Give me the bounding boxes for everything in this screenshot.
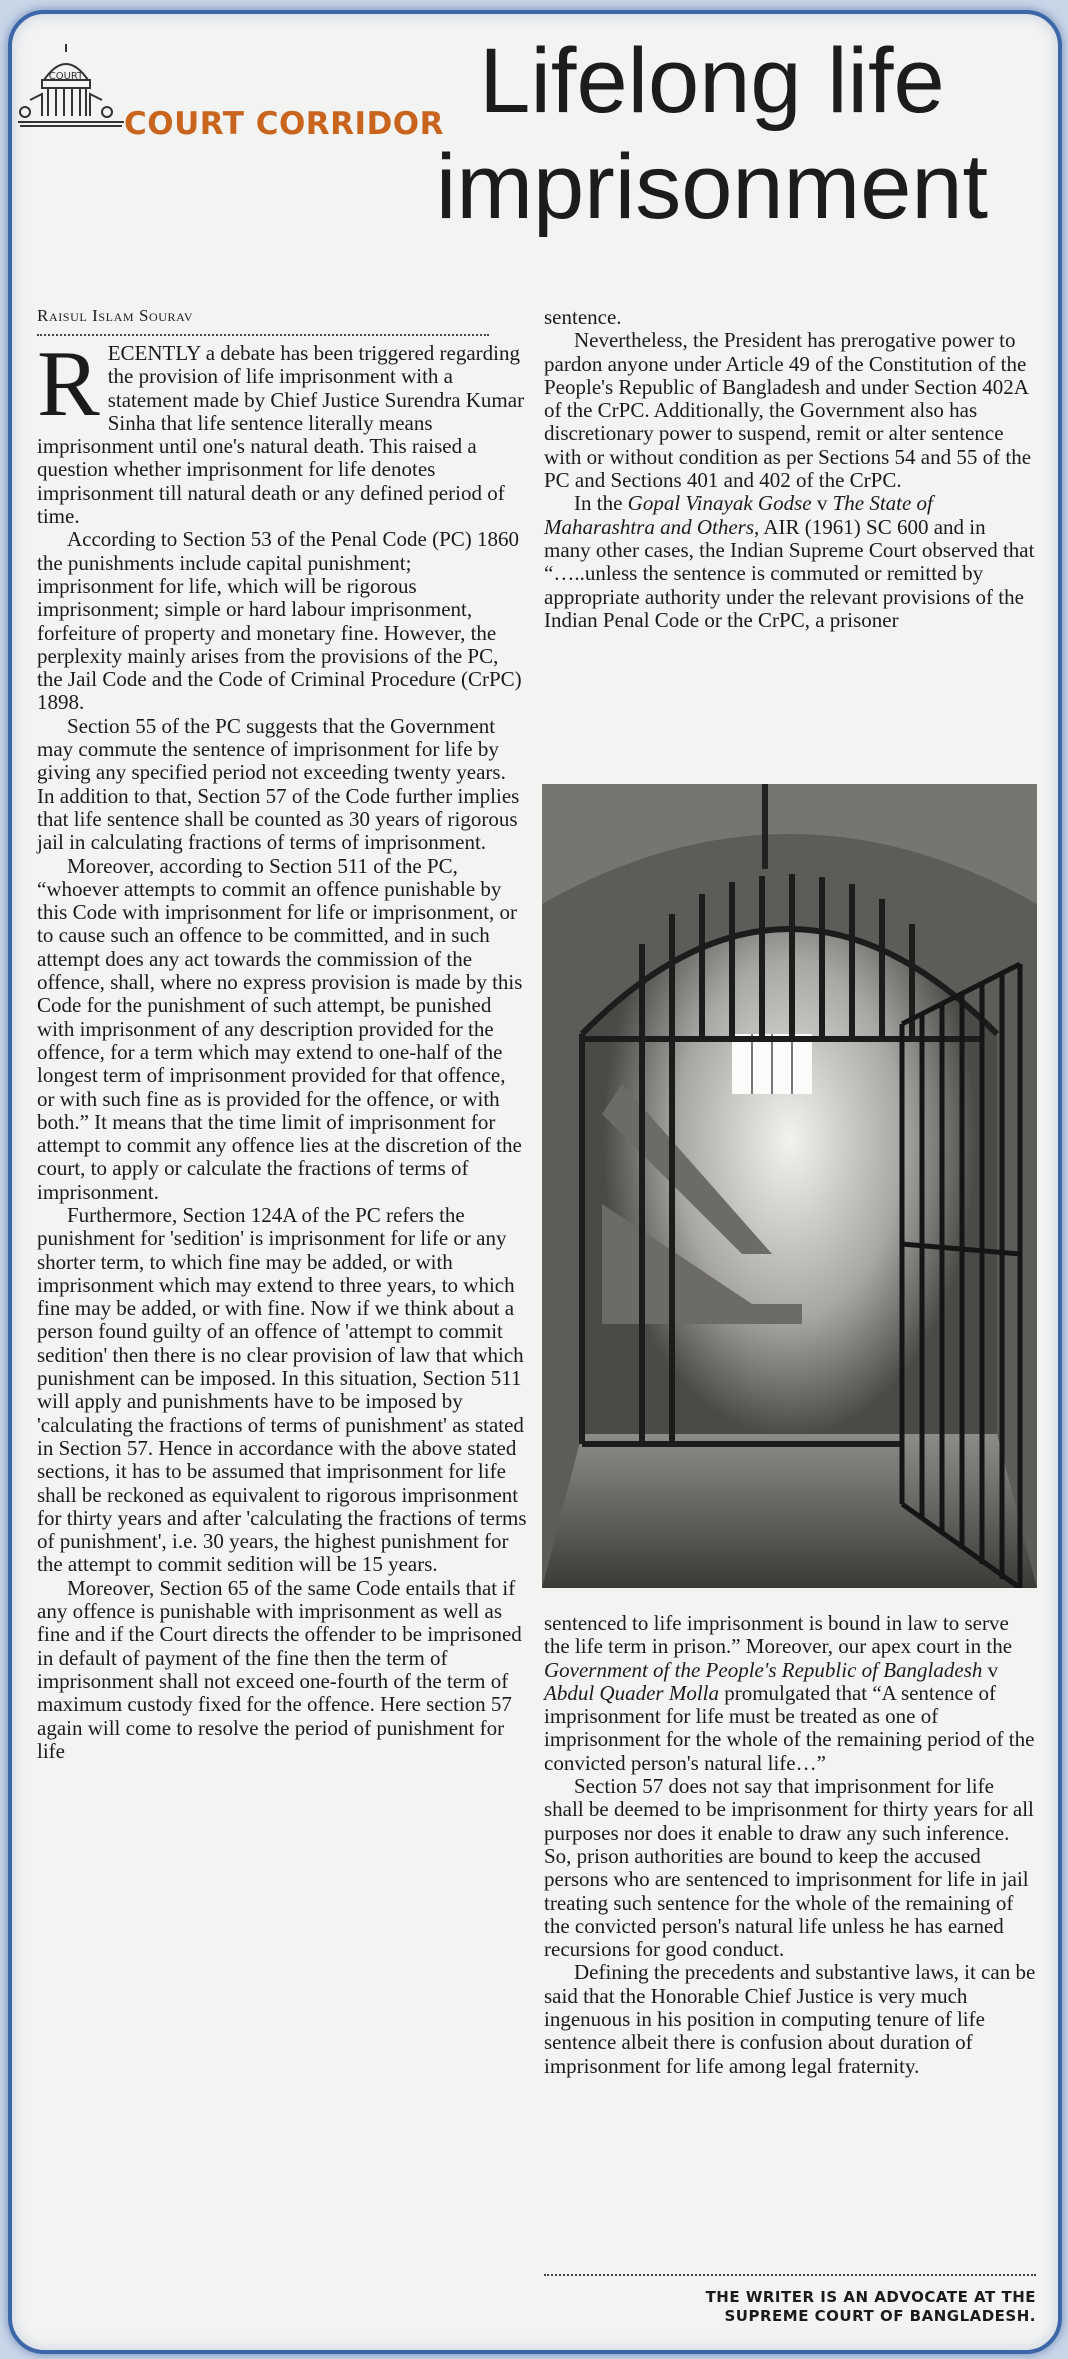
paragraph <box>37 332 527 529</box>
writer-note-line-1: THE WRITER IS AN ADVOCATE AT THE <box>705 2288 1036 2306</box>
paragraph: sentence. <box>544 305 622 329</box>
prison-gate-illustration <box>542 784 1037 1588</box>
text: , AIR (1961) SC 600 and in many other cases, the Indian Supreme Court observed that “…..unless the sentence is commuted or remitted by appropriate authority under the relevant provisions of the Indian Penal Code or the CrPC, a prisoner <box>544 514 1035 632</box>
court-building-icon <box>16 40 126 150</box>
paragraph: According to Section 53 of the Penal Code (PC) 1860 the punishments include capital punishment; imprisonment for life, which will be rigorous imprisonment; simple or hard labour imprisonment, forfeiture of property and monetary fine. However, the perplexity mainly arises from the provisions of the PC, the Jail Code and the Code of Criminal Procedure (CrPC) 1898. <box>37 527 522 715</box>
text: v <box>982 1657 999 1682</box>
paragraph: Section 57 does not say that imprisonment for life shall be deemed to be imprisonment for thirty years for all purposes nor does it enable to draw any such inference. So, prison authorities are bound to keep the accused persons who are sentenced to imprisonment for life in jail treating such sentence for the whole of the remaining of the convicted person's natural life unless he has earned recursions for good conduct. <box>544 1774 1034 1962</box>
paragraph <box>544 1612 1036 1775</box>
text: sentenced to life imprisonment is bound in law to serve the life term in prison.” Moreover, our apex court in the <box>544 1611 1013 1659</box>
logo-text: COURT <box>48 71 84 82</box>
paragraph: Moreover, according to Section 511 of the PC, “whoever attempts to commit an offence punishable by this Code with imprisonment for life or imprisonment, or to cause such an offence to be committed, and in such attempt does any act towards the commission of the offence, shall, where no express provision is made by this Code for the punishment of such attempt, be punished with imprisonment of any description provided for the offence, for a term which may extend to one-half of the longest term of imprisonment provided for that offence, or with such fine as is provided for the offence, or with both.” It means that the time limit of imprisonment for attempt to commit any offence lies at the discretion of the court, to apply or calculate the fractions of terms of imprisonment. <box>37 853 523 1204</box>
article-frame <box>8 10 1062 2354</box>
headline <box>372 28 1052 240</box>
case-name: Government of the People's Republic of Bangladesh <box>544 1657 983 1682</box>
paragraph-text: ECENTLY a debate has been triggered regarding the provision of life imprisonment with a statement made by Chief Justice Surendra Kumar Sinha that life sentence literally means imprisonment until one's natural death. This raised a question whether imprisonment for life denotes imprisonment till natural death or any defined period of time. <box>37 341 525 529</box>
case-name: Abdul Quader Molla <box>544 1680 719 1705</box>
text: v <box>811 491 833 516</box>
prison-gate-photo <box>542 784 1037 1588</box>
case-name: Gopal Vinayak Godse <box>627 491 812 516</box>
article-column-2-bottom <box>544 1612 1036 2078</box>
writer-note-line-2: SUPREME COURT OF BANGLADESH. <box>724 2307 1036 2325</box>
text: promulgated that “A sentence of imprisonment for life must be treated as one of imprisonment for the whole of the remaining period of the convicted person's natural life…” <box>544 1680 1035 1775</box>
byline: Raisul Islam Sourav <box>37 306 489 336</box>
paragraph: Nevertheless, the President has prerogative power to pardon anyone under Article 49 of the Constitution of the People's Republic of Bangladesh and under Section 402A of the CrPC. Additionally, the Government also has discretionary power to suspend, remit or alter sentence with or without condition as per Sections 54 and 55 of the PC and Sections 401 and 402 of the CrPC. <box>544 328 1032 493</box>
article-header <box>12 14 1058 274</box>
section-label: COURT CORRIDOR <box>124 106 445 142</box>
paragraph: Moreover, Section 65 of the same Code entails that if any offence is punishable with imprisonment as well as fine and if the Court directs the offender to be imprisoned in default of payment of the fine then the term of imprisonment shall not exceed one-fourth of the term of maximum custody fixed for the offence. Here section 57 again will come to resolve the period of punishment for life <box>37 1575 522 1763</box>
writer-note <box>544 2274 1036 2326</box>
text: In the <box>574 491 628 516</box>
article-column-1 <box>37 332 527 1763</box>
headline-line-1: Lifelong life <box>479 30 945 132</box>
paragraph: Defining the precedents and substantive laws, it can be said that the Honorable Chief Justice is very much ingenuous in his position in computing tenure of life sentence albeit there is confusion about duration of imprisonment for life among legal fraternity. <box>544 1960 1036 2078</box>
drop-cap: R <box>37 332 100 436</box>
paragraph <box>544 492 1036 632</box>
paragraph: Section 55 of the PC suggests that the Government may commute the sentence of imprisonment for life by giving any specified period not exceeding twenty years. In addition to that, Section 57 of the Code further implies that life sentence shall be counted as 30 years of rigorous jail in calculating fractions of terms of imprisonment. <box>37 713 520 855</box>
case-name: The State of Maharashtra and Others <box>544 491 933 539</box>
article-column-2-top <box>544 306 1036 632</box>
headline-line-2: imprisonment <box>435 136 989 238</box>
paragraph: Furthermore, Section 124A of the PC refers the punishment for 'sedition' is imprisonment for life or any shorter term, to which fine may be added, or with imprisonment which may extend to three years, to which fine may be added, or with fine. Now if we think about a person found guilty of an offence of 'attempt to commit sedition' then there is no clear provision of law that which punishment can be imposed. In this situation, Section 511 will apply and punishments have to be imposed by 'calculating the fractions of terms of punishment' as stated in Section 57. Hence in accordance with the above stated sections, it has to be assumed that imprisonment for life shall be reckoned as equivalent to rigorous imprisonment for thirty years and after 'calculating the fractions of terms of punishment', i.e. 30 years, the highest punishment for the attempt to commit sedition will be 15 years. <box>37 1202 527 1577</box>
